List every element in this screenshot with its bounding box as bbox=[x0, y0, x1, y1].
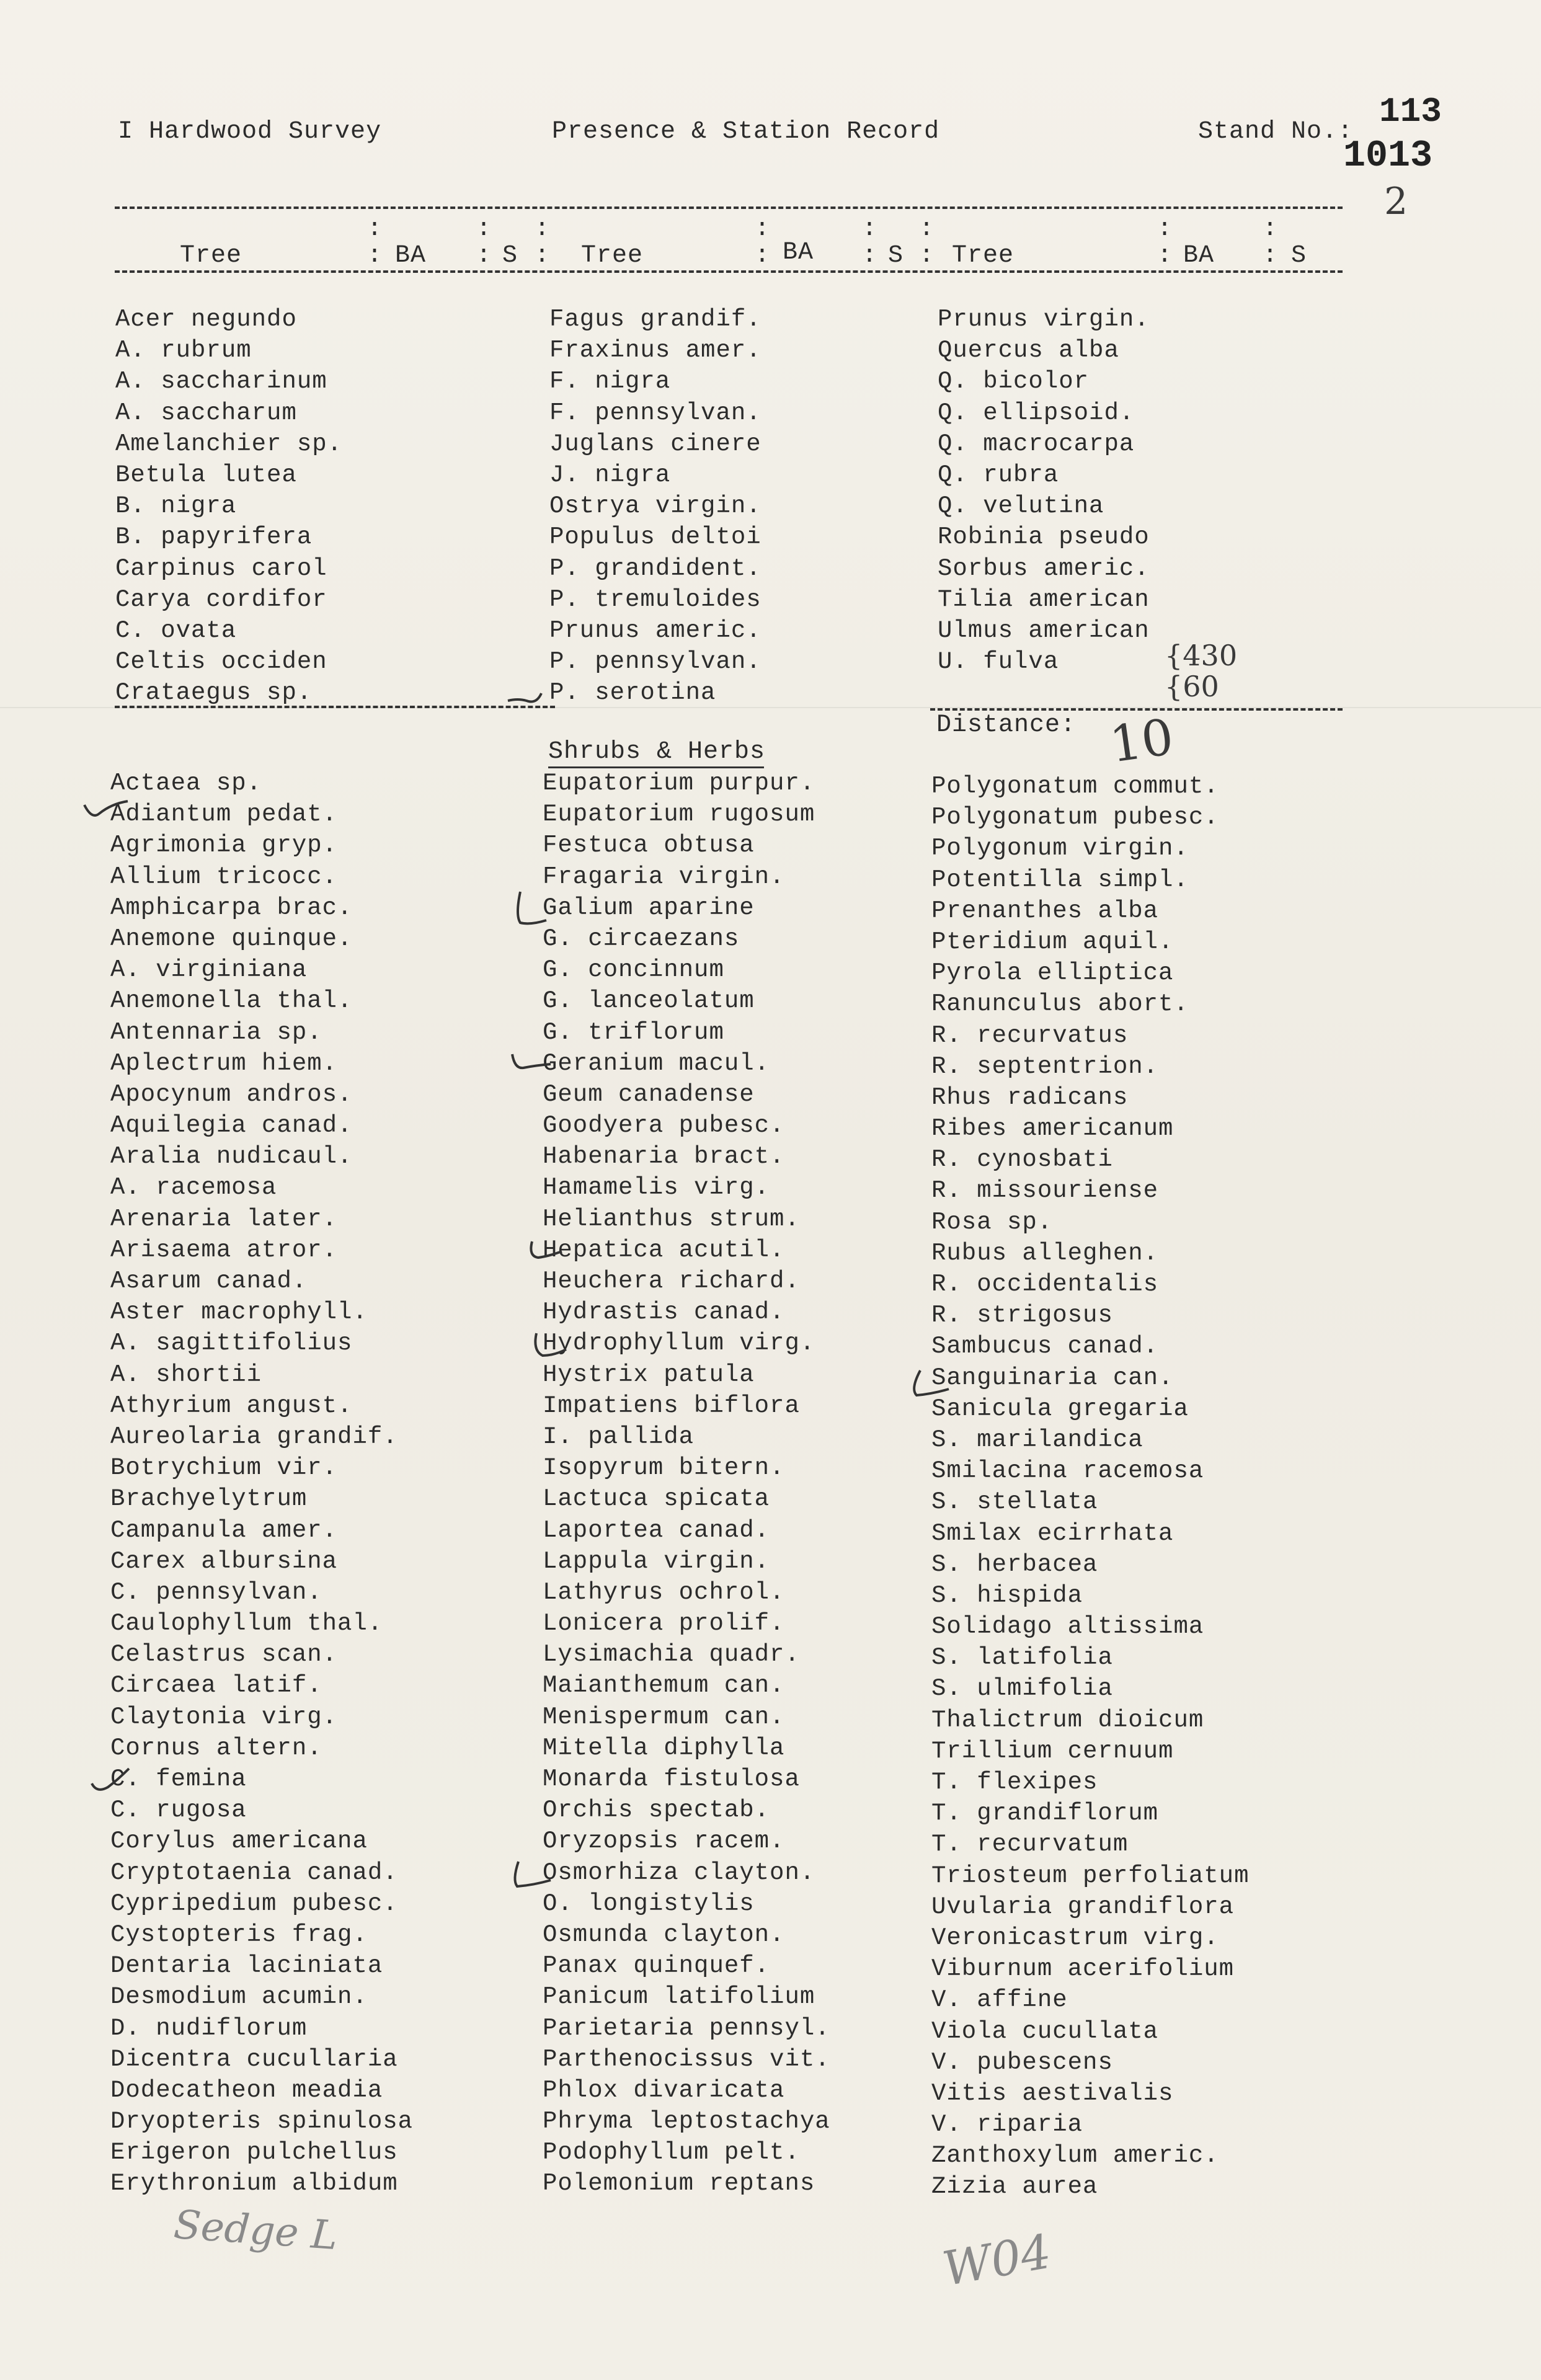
herb-list-item: G. concinnum bbox=[543, 956, 724, 984]
herb-list-item: Aureolaria grandif. bbox=[110, 1423, 398, 1450]
herb-list-item: Orchis spectab. bbox=[543, 1796, 770, 1824]
herb-list-item: Anemone quinque. bbox=[110, 925, 353, 952]
tree-list-item: Sorbus americ. bbox=[938, 554, 1150, 582]
herb-list-item: V. affine bbox=[931, 1986, 1068, 2014]
tree-section-rule-left bbox=[115, 706, 555, 708]
header-rule-top bbox=[115, 206, 1343, 209]
herb-list-column-3 bbox=[931, 771, 1249, 2203]
herb-list-item: Caulophyllum thal. bbox=[110, 1610, 383, 1638]
herb-list-item: Dicentra cucullaria bbox=[110, 2045, 398, 2073]
margin-note-430: {430 bbox=[1165, 639, 1238, 672]
herb-list-item: O. longistylis bbox=[543, 1889, 755, 1917]
herb-list-item: Circaea latif. bbox=[110, 1672, 322, 1700]
herb-list-item: Erythronium albidum bbox=[110, 2170, 398, 2198]
stand-label: Stand No.: bbox=[1198, 118, 1354, 146]
header-separator: : bbox=[1157, 242, 1173, 270]
herb-list-item: Ranunculus abort. bbox=[931, 990, 1189, 1018]
tree-list-item: Q. macrocarpa bbox=[938, 430, 1135, 458]
tree-list-item: Fagus grandif. bbox=[549, 306, 762, 333]
herb-list-item: C. pennsylvan. bbox=[110, 1578, 322, 1606]
herb-list-item: A. sagittifolius bbox=[110, 1330, 353, 1357]
bottom-handwritten-note: W04 bbox=[938, 2223, 1055, 2297]
herb-list-item: Mitella diphylla bbox=[543, 1734, 785, 1762]
herb-list-item: G. triflorum bbox=[543, 1018, 724, 1046]
stand-number-stamp-1: 113 bbox=[1379, 92, 1442, 131]
herb-list-item: A. racemosa bbox=[110, 1174, 277, 1202]
check-mark-icon bbox=[526, 1238, 563, 1263]
herb-list-item: Phryma leptostachya bbox=[543, 2108, 830, 2136]
tree-list-item: A. saccharinum bbox=[115, 368, 327, 396]
herb-list-column-1 bbox=[110, 768, 413, 2200]
header-separator: : bbox=[535, 242, 551, 270]
herb-list-item: Aplectrum hiem. bbox=[110, 1049, 338, 1077]
tree-list-item: Carpinus carol bbox=[115, 554, 327, 582]
herb-list-item: Fragaria virgin. bbox=[543, 863, 785, 890]
herb-list-item: S. hispida bbox=[931, 1581, 1083, 1609]
herb-list-item: Parthenocissus vit. bbox=[543, 2045, 830, 2073]
tree-list-item: Q. rubra bbox=[938, 461, 1059, 489]
header-separator: : bbox=[862, 242, 878, 270]
tree-list-item: Q. velutina bbox=[938, 492, 1104, 520]
s-header-label: S bbox=[502, 242, 518, 270]
herb-list-item: Dodecatheon meadia bbox=[110, 2076, 383, 2104]
herb-list-item: Heuchera richard. bbox=[543, 1268, 800, 1295]
herb-list-item: Triosteum perfoliatum bbox=[931, 1862, 1250, 1889]
herb-list-item: Claytonia virg. bbox=[110, 1703, 338, 1731]
herb-list-item: S. marilandica bbox=[931, 1426, 1144, 1454]
tree-list-item: Ulmus american bbox=[938, 616, 1150, 644]
herb-list-item: Eupatorium rugosum bbox=[543, 801, 815, 828]
tree-header-label: Tree bbox=[581, 242, 644, 270]
tree-list-item: P. pennsylvan. bbox=[549, 648, 762, 676]
herb-list-item: Aster macrophyll. bbox=[110, 1299, 368, 1326]
herb-list-item: Corylus americana bbox=[110, 1827, 368, 1855]
tree-header-label: Tree bbox=[952, 242, 1015, 270]
herb-list-item: Hydrastis canad. bbox=[543, 1299, 785, 1326]
herb-list-item: Phlox divaricata bbox=[543, 2076, 785, 2104]
header-separator: : bbox=[1157, 215, 1173, 243]
sedge-note: Sedge L bbox=[172, 2201, 339, 2260]
herb-list-item: R. recurvatus bbox=[931, 1021, 1129, 1049]
s-header-label: S bbox=[1291, 242, 1307, 270]
herb-list-item: Hepatica acutil. bbox=[543, 1236, 785, 1264]
tree-list-item: P. grandident. bbox=[549, 554, 762, 582]
herb-list-item: V. riparia bbox=[931, 2111, 1083, 2139]
tree-list-item: Acer negundo bbox=[115, 306, 297, 333]
tree-list-item: F. nigra bbox=[549, 368, 671, 396]
record-title: Presence & Station Record bbox=[552, 118, 940, 146]
herb-list-item: S. ulmifolia bbox=[931, 1675, 1113, 1703]
herb-list-item: R. cynosbati bbox=[931, 1146, 1113, 1174]
herb-list-item: Botrychium vir. bbox=[110, 1454, 338, 1482]
header-separator: : bbox=[367, 242, 383, 270]
herb-list-item: Asarum canad. bbox=[110, 1268, 308, 1295]
herb-list-item: Hamamelis virg. bbox=[543, 1174, 770, 1202]
header-separator: : bbox=[476, 215, 492, 243]
tree-list-item: Q. bicolor bbox=[938, 368, 1090, 396]
check-mark-icon bbox=[87, 1765, 130, 1796]
herb-list-item: Veronicastrum virg. bbox=[931, 1924, 1219, 1952]
herb-list-item: I. pallida bbox=[543, 1423, 695, 1450]
header-separator: : bbox=[755, 215, 771, 243]
herb-list-item: R. occidentalis bbox=[931, 1271, 1159, 1298]
herb-list-item: Pyrola elliptica bbox=[931, 959, 1174, 987]
herb-list-item: Isopyrum bitern. bbox=[543, 1454, 785, 1482]
header-separator: : bbox=[367, 215, 383, 243]
herb-list-item: Geum canadense bbox=[543, 1080, 755, 1108]
tree-section-rule-right bbox=[930, 708, 1343, 711]
herb-list-item: Prenanthes alba bbox=[931, 897, 1159, 925]
tree-list-item: C. ovata bbox=[115, 616, 237, 644]
header-separator: : bbox=[535, 215, 551, 243]
header-separator: : bbox=[755, 242, 771, 270]
herb-list-item: Erigeron pulchellus bbox=[110, 2139, 398, 2167]
margin-note-60: {60 bbox=[1165, 670, 1219, 703]
herb-list-item: C. rugosa bbox=[110, 1796, 247, 1824]
header-separator: : bbox=[862, 215, 878, 243]
herb-list-item: Zizia aurea bbox=[931, 2173, 1098, 2201]
herb-list-item: Anemonella thal. bbox=[110, 987, 353, 1015]
herb-list-item: Dentaria laciniata bbox=[110, 1952, 383, 1980]
tree-list-item: Amelanchier sp. bbox=[115, 430, 343, 458]
herb-list-item: Amphicarpa brac. bbox=[110, 894, 353, 921]
header-separator: : bbox=[1263, 242, 1279, 270]
herb-list-item: T. recurvatum bbox=[931, 1831, 1129, 1858]
check-mark-icon bbox=[508, 1048, 552, 1073]
herb-list-item: Cornus altern. bbox=[110, 1734, 322, 1762]
herb-list-item: Hystrix patula bbox=[543, 1361, 755, 1388]
herb-list-item: Zanthoxylum americ. bbox=[931, 2142, 1219, 2170]
header-separator: : bbox=[1263, 215, 1279, 243]
herb-list-item: Allium tricocc. bbox=[110, 863, 338, 890]
ba-header-label: BA bbox=[1183, 242, 1215, 270]
herb-list-item: Geranium macul. bbox=[543, 1049, 770, 1077]
herb-list-item: Athyrium angust. bbox=[110, 1392, 353, 1419]
tree-list-item: Quercus alba bbox=[938, 337, 1119, 365]
herb-list-item: Rhus radicans bbox=[931, 1083, 1129, 1111]
herb-list-item: Maianthemum can. bbox=[543, 1672, 785, 1700]
herb-list-item: Potentilla simpl. bbox=[931, 866, 1189, 894]
tree-list-item: Juglans cinere bbox=[549, 430, 762, 458]
herb-list-item: Lathyrus ochrol. bbox=[543, 1578, 785, 1606]
herb-list-item: Oryzopsis racem. bbox=[543, 1827, 785, 1855]
herb-list-item: Celastrus scan. bbox=[110, 1641, 338, 1669]
herb-list-item: Uvularia grandiflora bbox=[931, 1893, 1235, 1920]
check-mark-icon bbox=[81, 796, 130, 821]
herb-list-item: Viburnum acerifolium bbox=[931, 1955, 1235, 1983]
tree-list-column-1 bbox=[115, 304, 342, 708]
tree-list-item: Populus deltoi bbox=[549, 523, 762, 551]
herb-list-item: Sanicula gregaria bbox=[931, 1395, 1189, 1423]
herb-list-item: Osmunda clayton. bbox=[543, 1920, 785, 1948]
herb-list-item: G. circaezans bbox=[543, 925, 740, 952]
tree-list-item: P. serotina bbox=[549, 679, 716, 707]
herb-list-item: Vitis aestivalis bbox=[931, 2079, 1174, 2107]
herb-list-item: Sanguinaria can. bbox=[931, 1364, 1174, 1392]
survey-title: I Hardwood Survey bbox=[118, 118, 382, 146]
stand-number-handwritten: 2 bbox=[1384, 180, 1408, 223]
s-header-label: S bbox=[888, 242, 904, 270]
herb-list-item: Smilacina racemosa bbox=[931, 1457, 1204, 1485]
tree-list-item: B. nigra bbox=[115, 492, 237, 520]
herb-list-item: Trillium cernuum bbox=[931, 1737, 1174, 1765]
tree-list-item: Fraxinus amer. bbox=[549, 337, 762, 365]
tree-list-item: B. papyrifera bbox=[115, 523, 313, 551]
ba-header-label: BA bbox=[395, 242, 427, 270]
herb-list-item: Parietaria pennsyl. bbox=[543, 2014, 830, 2042]
herb-list-item: Aralia nudicaul. bbox=[110, 1143, 353, 1171]
herb-list-item: Podophyllum pelt. bbox=[543, 2139, 800, 2167]
herb-list-item: Campanula amer. bbox=[110, 1516, 338, 1544]
check-mark-icon bbox=[505, 682, 543, 707]
herb-list-item: Viola cucullata bbox=[931, 2017, 1159, 2045]
distance-handwritten-value: 10 bbox=[1106, 708, 1177, 774]
herb-list-item: Polemonium reptans bbox=[543, 2170, 815, 2198]
tree-list-column-2 bbox=[549, 304, 762, 708]
tree-list-item: J. nigra bbox=[549, 461, 671, 489]
herb-list-item: Impatiens biflora bbox=[543, 1392, 800, 1419]
tree-list-item: Q. ellipsoid. bbox=[938, 399, 1135, 427]
herb-list-item: Carex albursina bbox=[110, 1547, 338, 1575]
tree-list-item: Betula lutea bbox=[115, 461, 297, 489]
herb-list-item: Hydrophyllum virg. bbox=[543, 1330, 815, 1357]
herb-list-item: Thalictrum dioicum bbox=[931, 1706, 1204, 1734]
herb-list-item: D. nudiflorum bbox=[110, 2014, 308, 2042]
herb-list-item: Cryptotaenia canad. bbox=[110, 1858, 398, 1886]
herb-list-item: Polygonatum commut. bbox=[931, 773, 1219, 800]
check-mark-icon bbox=[508, 1859, 552, 1890]
tree-list-item: Prunus americ. bbox=[549, 616, 762, 644]
herb-list-item: Arenaria later. bbox=[110, 1205, 338, 1233]
herb-list-item: C. femina bbox=[110, 1765, 247, 1793]
herb-list-item: Goodyera pubesc. bbox=[543, 1112, 785, 1140]
herb-list-item: Polygonatum pubesc. bbox=[931, 804, 1219, 832]
herb-list-item: Osmorhiza clayton. bbox=[543, 1858, 815, 1886]
herb-list-item: Actaea sp. bbox=[110, 770, 262, 797]
tree-list-item: Crataegus sp. bbox=[115, 679, 313, 707]
distance-label: Distance: bbox=[936, 711, 1077, 739]
tree-list-item: Ostrya virgin. bbox=[549, 492, 762, 520]
herb-list-item: Solidago altissima bbox=[931, 1613, 1204, 1641]
check-mark-icon bbox=[907, 1368, 950, 1399]
herb-list-item: Monarda fistulosa bbox=[543, 1765, 800, 1793]
herb-list-item: S. herbacea bbox=[931, 1550, 1098, 1578]
header-rule-bottom bbox=[115, 270, 1343, 273]
herb-list-item: Adiantum pedat. bbox=[110, 801, 338, 828]
herb-list-item: Cystopteris frag. bbox=[110, 1920, 368, 1948]
herb-list-item: Dryopteris spinulosa bbox=[110, 2108, 414, 2136]
herb-list-item: Agrimonia gryp. bbox=[110, 832, 338, 859]
check-mark-icon bbox=[530, 1331, 567, 1362]
tree-list-item: U. fulva bbox=[938, 648, 1059, 676]
herb-list-item: Lactuca spicata bbox=[543, 1485, 770, 1513]
herb-list-item: Ribes americanum bbox=[931, 1115, 1174, 1143]
herb-list-item: Pteridium aquil. bbox=[931, 928, 1174, 956]
herb-list-item: Laportea canad. bbox=[543, 1516, 770, 1544]
tree-list-item: A. rubrum bbox=[115, 337, 252, 365]
herb-list-item: A. virginiana bbox=[110, 956, 308, 984]
herb-list-item: A. shortii bbox=[110, 1361, 262, 1388]
herb-list-item: R. missouriense bbox=[931, 1177, 1159, 1205]
tree-header-label: Tree bbox=[180, 242, 242, 270]
herb-list-item: S. latifolia bbox=[931, 1644, 1113, 1672]
herb-list-item: V. pubescens bbox=[931, 2048, 1113, 2076]
herb-list-item: Antennaria sp. bbox=[110, 1018, 322, 1046]
stand-number-stamp-2: 1013 bbox=[1343, 135, 1433, 177]
tree-list-item: Prunus virgin. bbox=[938, 306, 1150, 333]
herb-list-item: Rosa sp. bbox=[931, 1208, 1053, 1236]
check-mark-icon bbox=[512, 890, 549, 928]
herb-list-item: R. septentrion. bbox=[931, 1052, 1159, 1080]
herb-list-item: Aquilegia canad. bbox=[110, 1112, 353, 1140]
herb-list-item: R. strigosus bbox=[931, 1302, 1113, 1330]
herb-list-item: Rubus alleghen. bbox=[931, 1239, 1159, 1267]
herb-list-item: G. lanceolatum bbox=[543, 987, 755, 1015]
herb-list-item: Habenaria bract. bbox=[543, 1143, 785, 1171]
herb-list-item: Lonicera prolif. bbox=[543, 1610, 785, 1638]
header-separator: : bbox=[919, 215, 935, 243]
herb-list-item: Apocynum andros. bbox=[110, 1080, 353, 1108]
herb-list-item: Polygonum virgin. bbox=[931, 835, 1189, 863]
herb-list-item: Galium aparine bbox=[543, 894, 755, 921]
herb-list-item: Lysimachia quadr. bbox=[543, 1641, 800, 1669]
tree-list-item: A. saccharum bbox=[115, 399, 297, 427]
tree-list-item: Robinia pseudo bbox=[938, 523, 1150, 551]
herb-list-item: Panax quinquef. bbox=[543, 1952, 770, 1980]
tree-list-item: P. tremuloides bbox=[549, 585, 762, 613]
herb-list-item: Festuca obtusa bbox=[543, 832, 755, 859]
herb-list-item: Smilax ecirrhata bbox=[931, 1519, 1174, 1547]
herb-list-column-2 bbox=[543, 768, 830, 2200]
herb-list-item: Cypripedium pubesc. bbox=[110, 1889, 398, 1917]
herb-list-item: Helianthus strum. bbox=[543, 1205, 800, 1233]
herb-list-item: Sambucus canad. bbox=[931, 1333, 1159, 1361]
herb-list-item: T. flexipes bbox=[931, 1769, 1098, 1796]
herb-list-item: Eupatorium purpur. bbox=[543, 770, 815, 797]
ba-header-label: BA bbox=[783, 239, 814, 267]
herb-list-item: Lappula virgin. bbox=[543, 1547, 770, 1575]
tree-list-item: Carya cordifor bbox=[115, 585, 327, 613]
herb-list-item: Menispermum can. bbox=[543, 1703, 785, 1731]
shrubs-herbs-title: Shrubs & Herbs bbox=[548, 738, 766, 766]
herb-list-item: Brachyelytrum bbox=[110, 1485, 308, 1513]
header-separator: : bbox=[476, 242, 492, 270]
tree-list-item: Celtis occiden bbox=[115, 648, 327, 676]
tree-list-item: Tilia american bbox=[938, 585, 1150, 613]
herb-list-item: T. grandiflorum bbox=[931, 1800, 1159, 1827]
herb-list-item: Arisaema atror. bbox=[110, 1236, 338, 1264]
herb-list-item: S. stellata bbox=[931, 1488, 1098, 1516]
herb-list-item: Panicum latifolium bbox=[543, 1983, 815, 2011]
tree-list-column-3 bbox=[938, 304, 1150, 677]
herb-list-item: Desmodium acumin. bbox=[110, 1983, 368, 2011]
tree-list-item: F. pennsylvan. bbox=[549, 399, 762, 427]
header-separator: : bbox=[919, 242, 935, 270]
